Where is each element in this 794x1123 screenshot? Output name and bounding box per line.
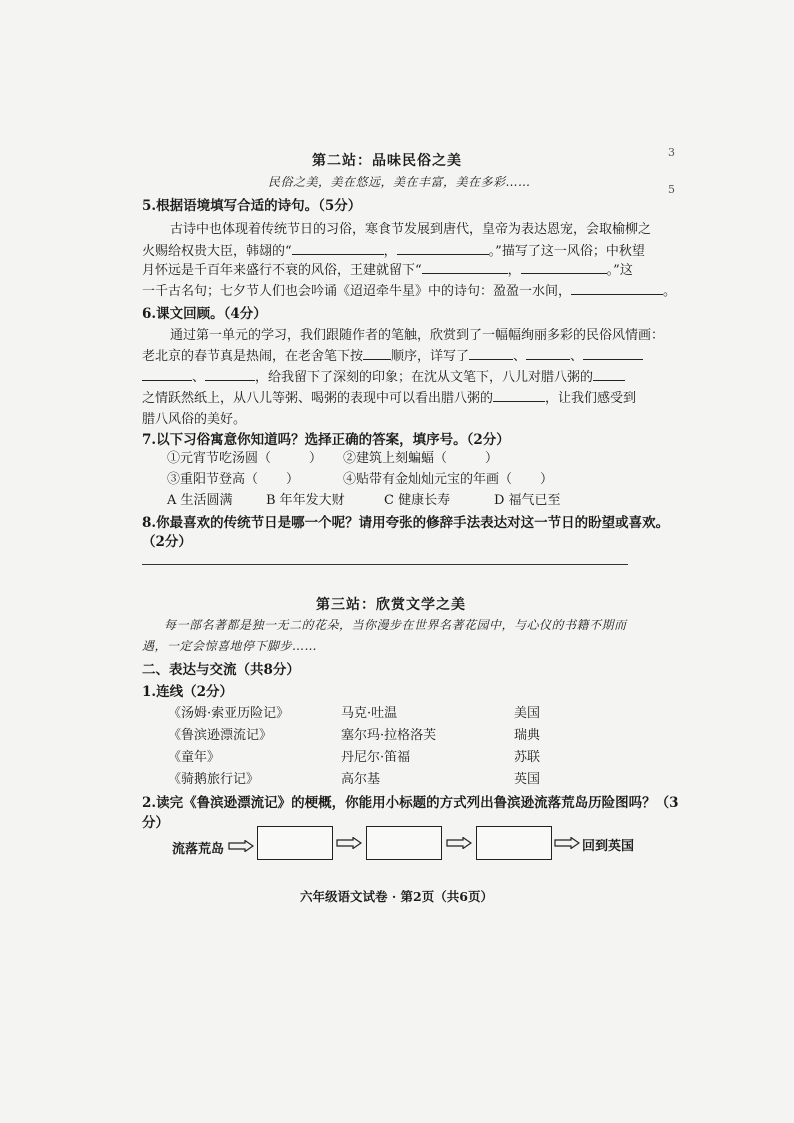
match-author[interactable]: 高尔基 (341, 772, 381, 787)
q6-blank-2[interactable] (469, 347, 513, 360)
q7-item-2[interactable]: ②建筑上刻蝙蝠（ ） (343, 451, 499, 466)
q6-blank-3[interactable] (526, 347, 570, 360)
match-heading: 1.连线（2分） (142, 684, 233, 700)
arrow-right-icon (554, 837, 580, 849)
q6-line-2: 老北京的春节真是热闹，在老舍笔下按 顺序，详写了 、 、 (142, 345, 643, 364)
page-footer: 六年级语文试卷 · 第2页（共6页） (300, 889, 493, 904)
q5-blank-3[interactable] (422, 261, 508, 274)
q5-line-4: 一千古名句；七夕节人们也会吟诵《迢迢牵牛星》中的诗句：盈盈一水间， 。 (142, 284, 677, 299)
q6-line-5: 腊八风俗的美好。 (142, 412, 247, 427)
flow-box-1[interactable] (257, 826, 333, 860)
flow-end-label: 回到英国 (582, 839, 635, 854)
station2-title: 第二站：品味民俗之美 (312, 153, 462, 169)
q6-blank-4[interactable] (583, 347, 643, 360)
q6-blank-7[interactable] (593, 368, 625, 381)
q5-line-3: 月怀远是千百年来盛行不衰的风俗，王建就留下“ ， 。”这 (142, 263, 633, 278)
q6-blank-6[interactable] (205, 368, 255, 381)
q5-line-2: 火赐给权贵大臣，韩翃的“ ， 。”描写了这一风俗；中秋望 (142, 244, 645, 259)
q7-item-4[interactable]: ④贴带有金灿灿元宝的年画（ ） (343, 472, 554, 487)
q6-blank-5[interactable] (142, 368, 192, 381)
q5-line-1: 古诗中也体现着传统节日的习俗，寒食节发展到唐代，皇帝为表达恩宠，会取榆柳之 (170, 222, 652, 237)
q6-line-1: 通过第一单元的学习，我们跟随作者的笔触，欣赏到了一幅幅绚丽多彩的民俗风情画： (170, 328, 665, 343)
q8-heading: 8.你最喜欢的传统节日是哪一个呢？请用夸张的修辞手法表达对这一节日的盼望或喜欢。 (142, 515, 670, 531)
q7-item-3[interactable]: ③重阳节登高（ ） (167, 472, 300, 487)
q2-heading-cont: 分） (142, 815, 169, 831)
q6-blank-8[interactable] (493, 389, 545, 402)
q6-line-4: 之情跃然纸上，从八儿等粥、喝粥的表现中可以看出腊八粥的 ，让我们感受到 (142, 391, 637, 406)
margin-mark-top: 3 (668, 146, 675, 159)
q5-blank-1[interactable] (292, 242, 384, 255)
q7-item-1[interactable]: ①元宵节吃汤圆（ ） (167, 451, 323, 466)
q5-blank-5[interactable] (571, 282, 663, 295)
q7-option-c: C 健康长寿 (384, 493, 451, 508)
q6-line-3: 、 ，给我留下了深刻的印象；在沈从文笔下，八儿对腊八粥的 (142, 366, 625, 385)
match-country[interactable]: 瑞典 (514, 728, 541, 743)
q7-option-d: D 福气已至 (494, 493, 561, 508)
match-book[interactable]: 《骑鹅旅行记》 (168, 772, 260, 787)
match-country[interactable]: 苏联 (514, 750, 541, 765)
match-book[interactable]: 《汤姆·索亚历险记》 (168, 706, 290, 721)
q7-option-b: B 年年发大财 (266, 493, 345, 508)
flow-start-label: 流落荒岛 (172, 842, 225, 857)
q6-heading: 6.课文回顾。（4分） (142, 306, 267, 322)
flow-box-3[interactable] (476, 826, 552, 860)
match-book[interactable]: 《童年》 (168, 750, 221, 765)
q5-heading: 5.根据语境填写合适的诗句。（5分） (142, 198, 362, 214)
q8-answer-line[interactable] (142, 564, 628, 565)
match-country[interactable]: 英国 (514, 772, 541, 787)
arrow-right-icon (336, 837, 362, 849)
match-author[interactable]: 丹尼尔·笛福 (341, 750, 411, 765)
match-book[interactable]: 《鲁滨逊漂流记》 (168, 728, 273, 743)
station3-intro-1: 每一部名著都是独一无二的花朵，当你漫步在世界名著花园中，与心仪的书籍不期而 (164, 618, 627, 632)
q7-option-a: A 生活圆满 (167, 493, 233, 508)
match-author[interactable]: 马克·吐温 (341, 706, 398, 721)
q7-heading: 7.以下习俗寓意你知道吗？选择正确的答案，填序号。（2分） (142, 432, 510, 448)
station3-title: 第三站：欣赏文学之美 (316, 597, 466, 613)
arrow-right-icon (228, 840, 254, 852)
station2-intro: 民俗之美，美在悠远，美在丰富，美在多彩…… (268, 175, 531, 189)
margin-mark-bottom: 5 (668, 183, 675, 196)
match-author[interactable]: 塞尔玛·拉格洛芙 (341, 728, 437, 743)
station3-intro-2: 遇，一定会惊喜地停下脚步…… (142, 639, 318, 653)
match-country[interactable]: 美国 (514, 706, 541, 721)
arrow-right-icon (446, 837, 472, 849)
q5-blank-4[interactable] (521, 261, 607, 274)
q6-blank-1[interactable] (363, 347, 391, 360)
flow-box-2[interactable] (366, 826, 442, 860)
section2-heading: 二、表达与交流（共8分） (142, 662, 300, 678)
q2-heading: 2.读完《鲁滨逊漂流记》的梗概，你能用小标题的方式列出鲁滨逊流落荒岛历险图吗？（3 (142, 795, 679, 811)
q5-blank-2[interactable] (397, 242, 489, 255)
q8-score: （2分） (142, 534, 192, 550)
